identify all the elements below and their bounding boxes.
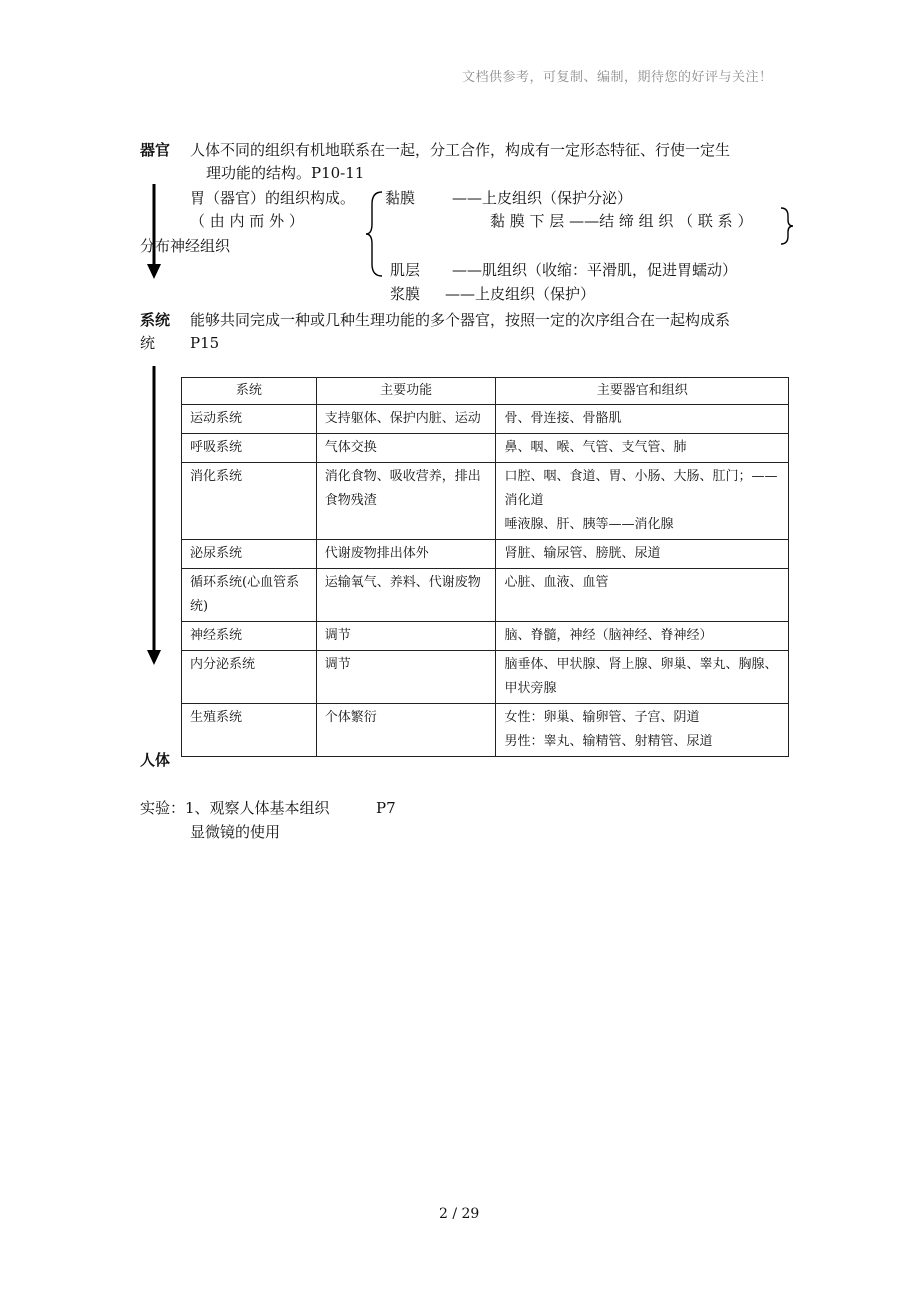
table-row xyxy=(182,463,789,540)
cell-organs: 脑垂体、甲状腺、肾上腺、卵巢、睾丸、胸腺、甲状旁腺 xyxy=(496,651,789,704)
cell-system: 循环系统(心血管系统) xyxy=(182,569,317,622)
cell-organs: 脑、脊髓，神经（脑神经、脊神经） xyxy=(496,622,789,651)
system-definition-line2: P15 xyxy=(190,334,220,352)
cell-organs-line: 男性：睾丸、输精管、射精管、尿道 xyxy=(504,734,713,749)
cell-system: 消化系统 xyxy=(182,463,317,540)
experiment-line2: 显微镜的使用 xyxy=(190,823,281,841)
cell-organs-line: 唾液腺、肝、胰等——消化腺 xyxy=(504,517,674,532)
mucosa-name: 黏膜 xyxy=(385,189,416,207)
organ-definition-line2: 理功能的结构。P10-11 xyxy=(206,164,365,182)
cell-system: 神经系统 xyxy=(182,622,317,651)
cell-system: 内分泌系统 xyxy=(182,651,317,704)
cell-organs xyxy=(496,704,789,757)
right-brace-icon xyxy=(778,206,796,246)
cell-function: 个体繁衍 xyxy=(316,704,496,757)
human-body-heading: 人体 xyxy=(140,751,171,769)
cell-system: 运动系统 xyxy=(182,405,317,434)
page-number: 2 / 29 xyxy=(439,1206,480,1222)
cell-function: 消化食物、吸收营养，排出食物残渣 xyxy=(316,463,496,540)
cell-system: 泌尿系统 xyxy=(182,540,317,569)
stomach-composition: 胃（器官）的组织构成。 xyxy=(190,189,356,207)
submucosa-desc: 黏 膜 下 层 ——结 缔 组 织 （ 联 系 ） xyxy=(490,212,753,230)
cell-system: 呼吸系统 xyxy=(182,434,317,463)
nerve-tissue-note: 分布神经组织 xyxy=(140,237,231,255)
cell-function: 代谢废物排出体外 xyxy=(316,540,496,569)
down-arrow-icon xyxy=(143,182,165,282)
organ-definition-line1: 人体不同的组织有机地联系在一起，分工合作，构成有一定形态特征、行使一定生 xyxy=(190,141,731,159)
table-row xyxy=(182,651,789,704)
experiment-page-ref: P7 xyxy=(376,799,396,817)
table-row xyxy=(182,704,789,757)
cell-system: 生殖系统 xyxy=(182,704,317,757)
table-row xyxy=(182,569,789,622)
layer-order: （ 由 内 而 外 ） xyxy=(190,212,304,230)
cell-function: 运输氧气、养料、代谢废物 xyxy=(316,569,496,622)
cell-function: 调节 xyxy=(316,622,496,651)
header-system: 系统 xyxy=(182,378,317,405)
system-definition-line1: 能够共同完成一种或几种生理功能的多个器官，按照一定的次序组合在一起构成系 xyxy=(190,311,731,329)
cell-organs-line: 口腔、咽、食道、胃、小肠、大肠、肛门；——消化道 xyxy=(504,469,778,508)
cell-function: 调节 xyxy=(316,651,496,704)
cell-function: 支持躯体、保护内脏、运动 xyxy=(316,405,496,434)
mucosa-desc: ——上皮组织（保护分泌） xyxy=(452,189,633,207)
down-arrow-icon xyxy=(143,364,165,668)
serosa-desc: ——上皮组织（保护） xyxy=(445,285,596,303)
serosa-name: 浆膜 xyxy=(390,285,421,303)
cell-organs: 心脏、血液、血管 xyxy=(496,569,789,622)
experiment-line1: 实验：1、观察人体基本组织 xyxy=(140,799,330,817)
cell-organs-line: 女性：卵巢、输卵管、子宫、阴道 xyxy=(504,710,700,725)
system-heading: 系统 xyxy=(140,311,171,329)
table-header-row xyxy=(182,378,789,405)
cell-organs: 肾脏、输尿管、膀胱、尿道 xyxy=(496,540,789,569)
muscle-layer-name: 肌层 xyxy=(390,261,421,279)
system-heading-cont: 统 xyxy=(140,334,156,352)
table-row xyxy=(182,540,789,569)
left-brace-icon xyxy=(364,190,386,278)
system-table xyxy=(181,377,789,757)
cell-function: 气体交换 xyxy=(316,434,496,463)
header-function: 主要功能 xyxy=(316,378,496,405)
cell-organs xyxy=(496,463,789,540)
table-row xyxy=(182,622,789,651)
table-row xyxy=(182,405,789,434)
cell-organs: 骨、骨连接、骨骼肌 xyxy=(496,405,789,434)
organ-heading: 器官 xyxy=(140,141,171,159)
muscle-layer-desc: ——肌组织（收缩：平滑肌，促进胃蠕动） xyxy=(452,261,738,279)
header-organs: 主要器官和组织 xyxy=(496,378,789,405)
cell-organs: 鼻、咽、喉、气管、支气管、肺 xyxy=(496,434,789,463)
table-row xyxy=(182,434,789,463)
header-note: 文档供参考，可复制、编制，期待您的好评与关注！ xyxy=(462,70,773,85)
